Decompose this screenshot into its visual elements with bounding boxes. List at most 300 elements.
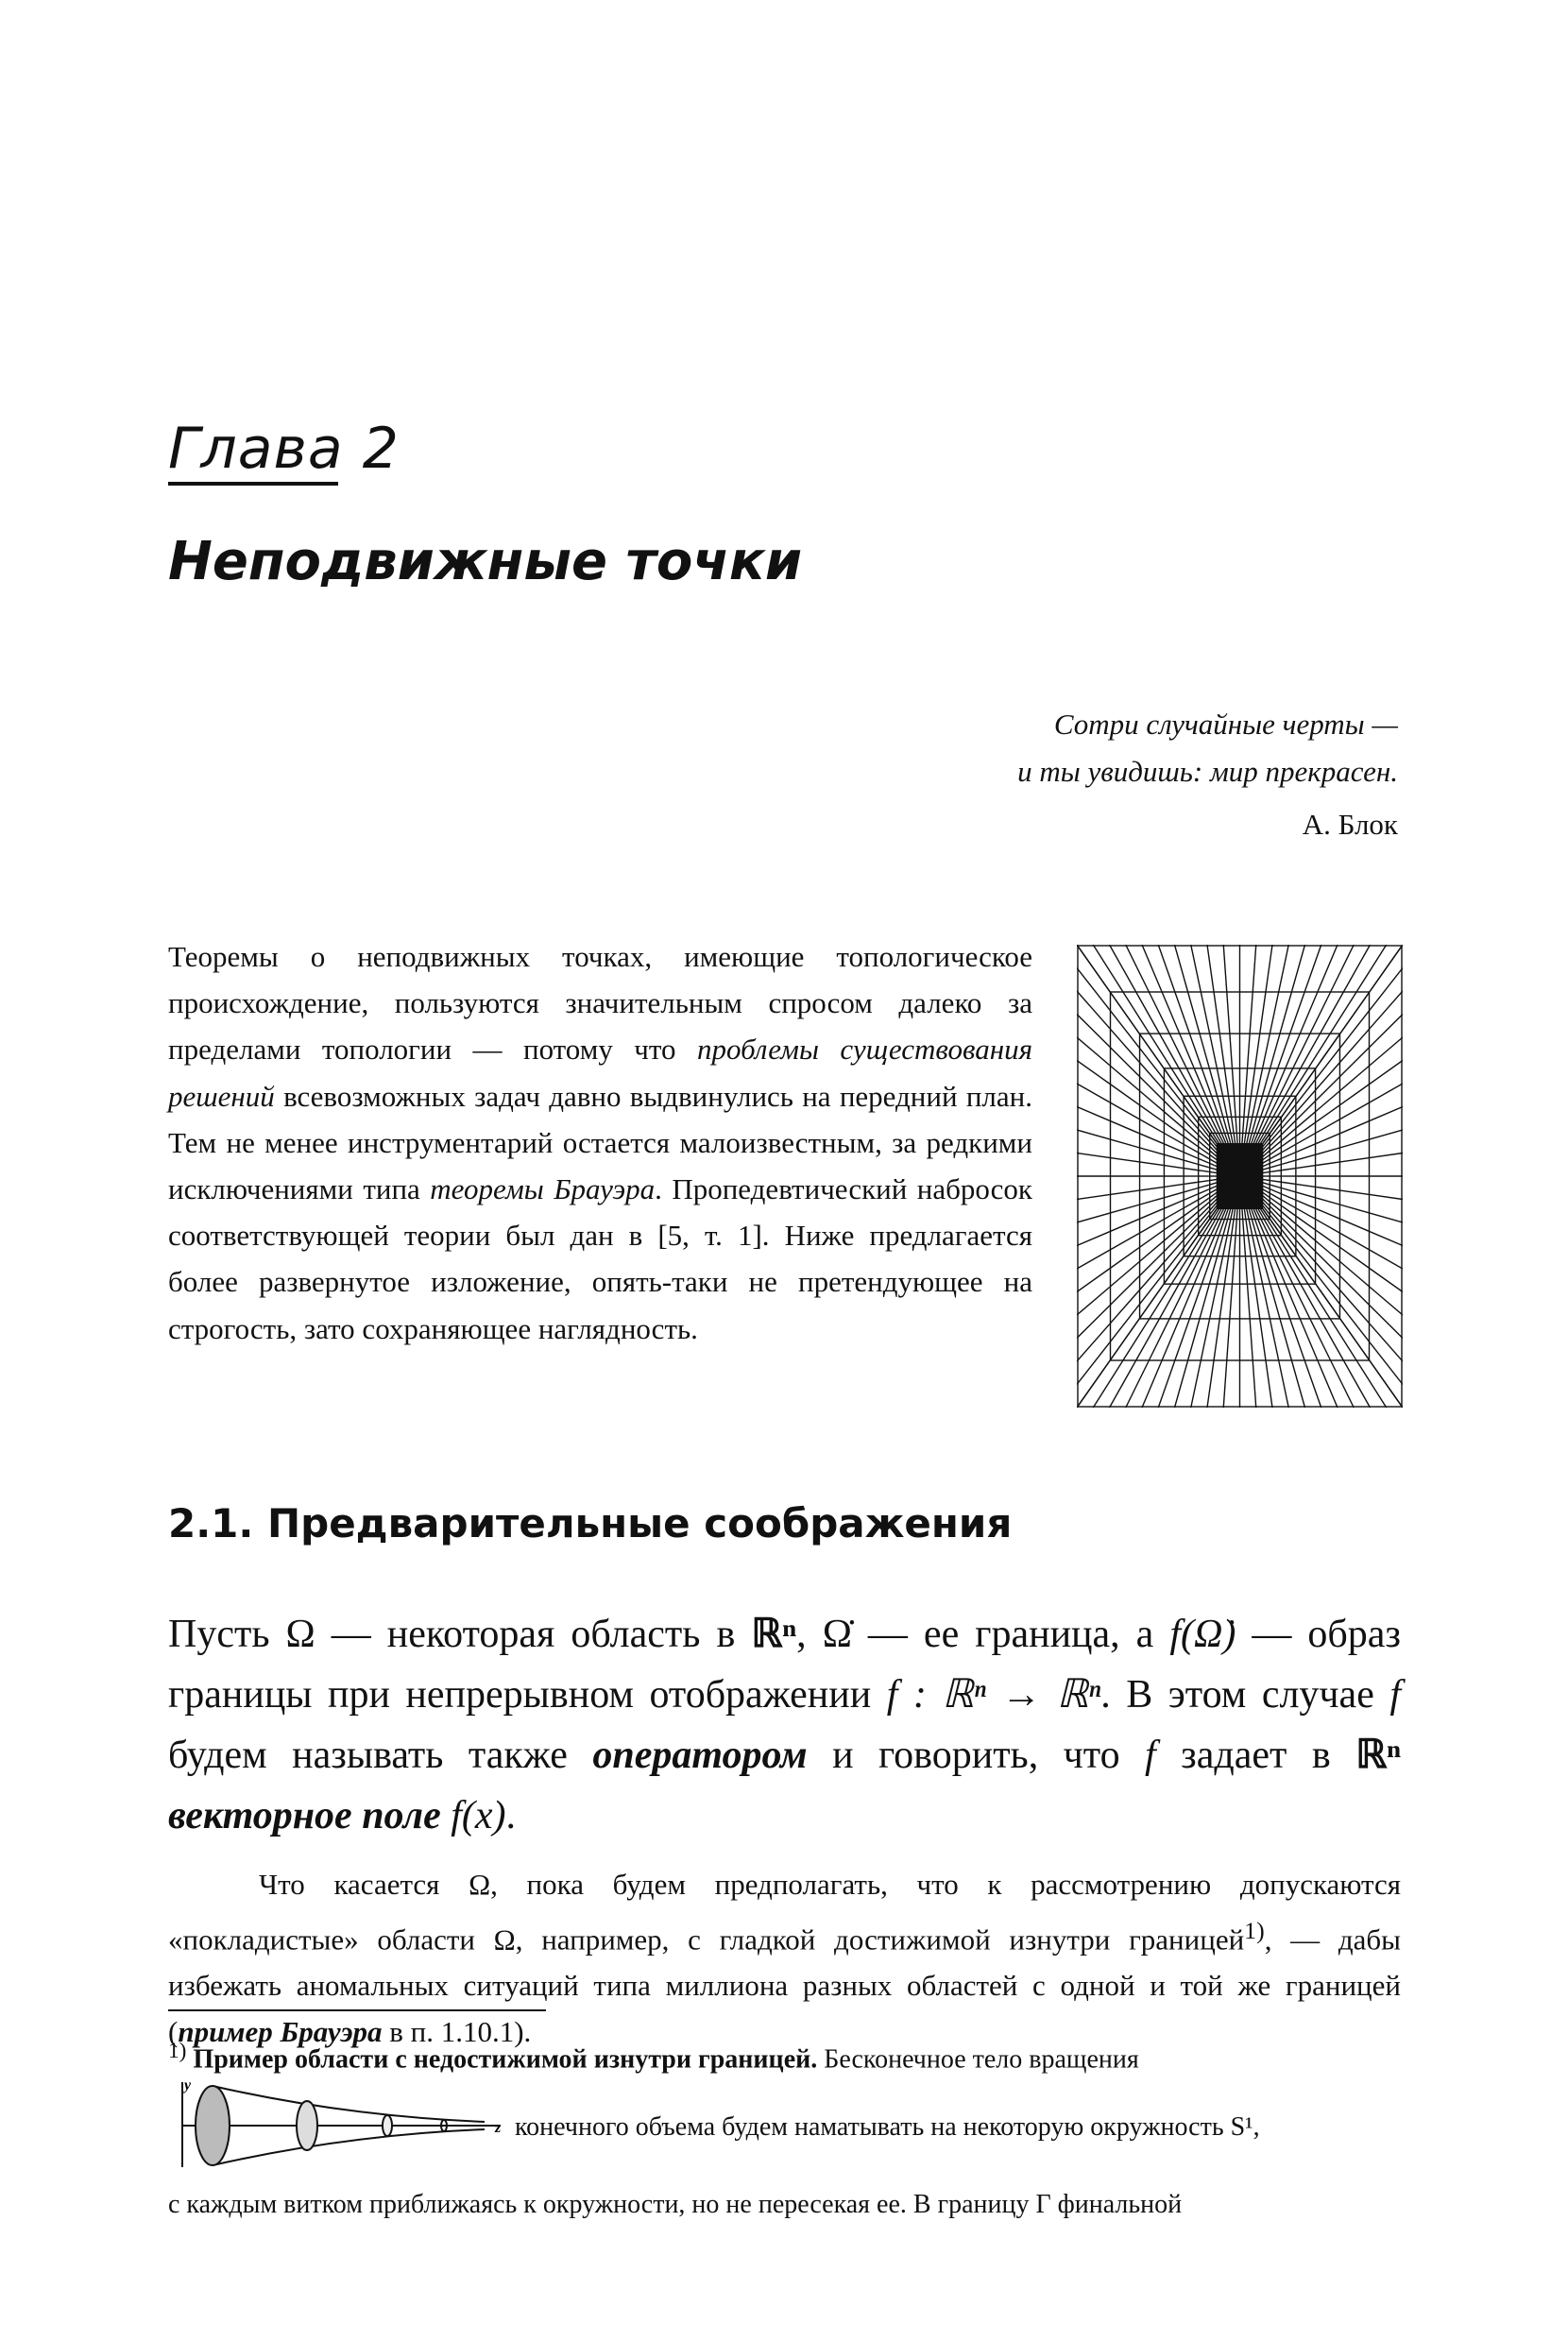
figure-hatch-line	[1344, 945, 1371, 991]
figure-hatch-line	[1282, 1219, 1297, 1233]
figure-hatch-line	[1194, 1068, 1205, 1095]
epigraph-author: А. Блок	[1302, 808, 1398, 841]
lead-text	[441, 1794, 452, 1837]
figure-hatch-line	[1249, 1116, 1253, 1132]
figure-hatch-line	[1340, 1220, 1370, 1232]
figure-hatch-line	[1110, 1306, 1139, 1343]
figure-hatch-line	[1163, 1233, 1183, 1253]
footnote-line: с каждым витком приближаясь к окружности, но не пересекая ее. В границу Г финальной	[168, 2190, 1183, 2219]
figure-hatch-line	[1252, 1068, 1255, 1095]
figure-hatch-line	[1340, 1234, 1370, 1251]
figure-hatch-line	[1183, 1152, 1198, 1158]
footnote-reference[interactable]: 1)	[1244, 1917, 1265, 1944]
figure-hatch-line	[1317, 1148, 1341, 1154]
figure-hatch-line	[1258, 1221, 1265, 1237]
figure-hatch-line	[1371, 945, 1404, 991]
figure-hatch-line	[1270, 1164, 1282, 1167]
figure-hatch-line	[1219, 1033, 1224, 1068]
figure-hatch-line	[1198, 1185, 1209, 1188]
figure-hatch-line	[1234, 1132, 1236, 1143]
figure-hatch-line	[1371, 1324, 1404, 1361]
figure-hatch-line	[1340, 1139, 1370, 1148]
figure-hatch-line	[1198, 1181, 1209, 1183]
figure-hatch-line	[1209, 1033, 1217, 1068]
figure-hatch-line	[1301, 1033, 1321, 1068]
figure-hatch-line	[1317, 1188, 1341, 1191]
figure-hatch-line	[1200, 1095, 1210, 1116]
figure-hatch-line	[1077, 1232, 1110, 1246]
math-f-omega: f(Ω̇)	[1169, 1613, 1236, 1656]
figure-hatch-line	[1236, 1208, 1237, 1220]
figure-hatch-line	[1183, 1160, 1198, 1164]
figure-hatch-line	[1321, 991, 1344, 1033]
figure-hatch-line	[1253, 1361, 1255, 1408]
figure-hatch-line	[1297, 1233, 1317, 1253]
figure-hatch-line	[1139, 1148, 1164, 1154]
figure-hatch-line	[1163, 1224, 1183, 1241]
figure-hatch-line	[1270, 1181, 1282, 1183]
intro-emphasis: теоремы Брауэра	[430, 1172, 656, 1206]
figure-hatch-line	[1282, 1212, 1297, 1224]
axis-label-z: z	[495, 2120, 502, 2136]
figure-hatch-line	[1258, 1116, 1265, 1132]
body-text: в п. 1.10.1).	[382, 2015, 532, 2049]
figure-hatch-line	[1232, 1068, 1234, 1095]
figure-hatch-line	[1110, 1361, 1136, 1408]
figure-hatch-line	[1159, 1285, 1179, 1320]
figure-hatch-line	[1183, 1128, 1198, 1140]
figure-hatch-line	[1214, 991, 1219, 1033]
lead-text: — ее граница, а	[851, 1613, 1170, 1656]
figure-hatch-line	[1292, 945, 1305, 991]
figure-hatch-line	[1297, 1154, 1317, 1160]
figure-hatch-line	[1200, 1033, 1209, 1068]
figure-hatch-line	[1250, 1320, 1253, 1361]
figure-hatch-line	[1187, 1320, 1199, 1361]
figure-hatch-line	[1222, 1095, 1227, 1116]
cross-section-ellipse	[383, 2115, 392, 2136]
figure-hatch-line	[1331, 1320, 1357, 1361]
chapter-underline	[168, 482, 338, 486]
figure-hatch-line	[1248, 1095, 1251, 1116]
cross-section-ellipse	[196, 2086, 230, 2165]
figure-hatch-line	[1223, 1361, 1226, 1408]
figure-hatch-line	[1266, 1361, 1272, 1408]
footnote-line: конечного объема будем наматывать на некоторую окружность S¹,	[515, 2112, 1260, 2142]
figure-hatch-line	[1215, 1116, 1221, 1132]
figure-hatch-line	[1340, 1010, 1370, 1048]
figure-hatch-line	[1139, 1198, 1164, 1205]
figure-hatch-line	[1169, 1285, 1186, 1320]
figure-hatch-line	[1371, 1061, 1404, 1085]
figure-hatch-line	[1293, 1285, 1310, 1320]
figure-hatch-line	[1135, 1320, 1159, 1361]
figure-hatch-line	[1310, 1320, 1331, 1361]
figure-hatch-line	[1293, 1033, 1310, 1068]
lead-text: . В этом случае	[1100, 1673, 1390, 1717]
figure-hatch-line	[1194, 1257, 1205, 1285]
figure-hatch-line	[1139, 1209, 1164, 1220]
figure-hatch-line	[1227, 991, 1230, 1033]
figure-hatch-line	[1280, 991, 1291, 1033]
figure-hatch-line	[1198, 1170, 1209, 1172]
figure-hatch-line	[1110, 1190, 1139, 1194]
figure-hatch-line	[1246, 1068, 1248, 1095]
body-text: Что касается Ω, пока будем предполагать, что к рассмотрению допускаются «покладистые» области Ω, например, с гладкой достижимой изнутри границей	[168, 1868, 1401, 1957]
figure-hatch-line	[1191, 945, 1201, 991]
figure-hatch-line	[1207, 945, 1214, 991]
figure-hatch-line	[1253, 1237, 1257, 1257]
figure-hatch-line	[1297, 1201, 1317, 1209]
figure-hatch-line	[1232, 1257, 1234, 1285]
figure-hatch-line	[1122, 1320, 1149, 1361]
figure-hatch-line	[1077, 1342, 1110, 1384]
figure-hatch-line	[1228, 1237, 1231, 1257]
figure-hatch-line	[1236, 1132, 1237, 1143]
axis-label-y: y	[184, 2078, 192, 2093]
figure-hatch-line	[1371, 1107, 1404, 1121]
lead-text: Пусть	[168, 1613, 286, 1656]
figure-hatch-line	[1371, 1232, 1404, 1246]
figure-hatch-line	[1183, 1219, 1198, 1233]
body-emphasis: пример Брауэра	[178, 2015, 383, 2049]
footnote-heading: Пример области с недостижимой изнутри границей.	[193, 2044, 818, 2075]
figure-hatch-line	[1222, 1237, 1227, 1257]
figure-hatch-line	[1110, 1120, 1139, 1133]
figure-hatch-line	[1297, 1192, 1317, 1198]
figure-hatch-line	[1110, 1234, 1139, 1251]
figure-hatch-line	[1077, 1153, 1110, 1158]
figure-hatch-line	[1219, 1285, 1224, 1320]
figure-hatch-line	[1260, 1320, 1266, 1361]
figure-hatch-line	[1244, 1095, 1246, 1116]
figure-hatch-line	[1317, 1263, 1341, 1290]
figure-hatch-line	[1255, 1285, 1260, 1320]
figure-hatch-line	[1139, 1119, 1164, 1133]
figure-hatch-line	[1209, 1285, 1217, 1320]
figure-hatch-line	[1340, 1276, 1370, 1306]
figure-hatch-line	[1297, 1100, 1317, 1119]
figure-hatch-line	[1297, 1143, 1317, 1152]
figure-hatch-line	[1255, 1033, 1260, 1068]
figure-hatch-line	[1317, 1119, 1341, 1133]
figure-hatch-line	[1357, 1361, 1387, 1408]
figure-hatch-line	[1183, 1194, 1198, 1201]
body-paragraph	[168, 1861, 1401, 2055]
body-of-revolution-figure	[175, 2078, 510, 2173]
figure-hatch-line	[1317, 1061, 1341, 1088]
lead-text: — образ границы при непрерывном отображении	[168, 1613, 1401, 1717]
figure-hatch-line	[1371, 1130, 1404, 1139]
figure-hatch-line	[1246, 1257, 1248, 1285]
figure-hatch-line	[1331, 991, 1357, 1033]
lead-emphasis: векторное поле	[168, 1794, 441, 1837]
figure-hatch-line	[1274, 1068, 1286, 1095]
figure-hatch-line	[1077, 1084, 1110, 1102]
figure-hatch-line	[1270, 1158, 1282, 1163]
figure-hatch-line	[1248, 1033, 1251, 1068]
figure-hatch-line	[1243, 1221, 1244, 1237]
figure-hatch-line	[1246, 1116, 1248, 1132]
chapter-label: Глава 2	[168, 416, 400, 482]
figure-hatch-line	[1163, 1111, 1183, 1128]
figure-hatch-line	[1077, 945, 1110, 991]
figure-hatch-line	[1232, 1116, 1234, 1132]
figure-hatch-line	[1371, 968, 1404, 1010]
lead-text: ,	[796, 1613, 823, 1656]
figure-hatch-line	[1317, 1162, 1341, 1166]
figure-hatch-line	[1077, 1130, 1110, 1139]
figure-hatch-line	[1340, 1190, 1370, 1194]
figure-hatch-line	[1110, 1320, 1139, 1361]
figure-hatch-line	[1371, 1342, 1404, 1384]
figure-hatch-line	[1214, 1320, 1219, 1361]
figure-hatch-line	[1270, 1285, 1280, 1320]
figure-hatch-line	[1223, 945, 1226, 991]
figure-hatch-line	[1077, 1361, 1110, 1408]
figure-hatch-line	[1263, 1033, 1270, 1068]
figure-hatch-line	[1201, 1320, 1209, 1361]
figure-hatch-line	[1224, 1257, 1228, 1285]
figure-hatch-line	[1297, 1185, 1317, 1188]
figure-hatch-line	[1093, 1361, 1122, 1408]
figure-hatch-line	[1282, 1188, 1297, 1192]
figure-hatch-line	[1270, 1237, 1280, 1257]
figure-hatch-line	[1159, 1033, 1179, 1068]
math-fx: f(x)	[451, 1794, 506, 1837]
figure-hatch-line	[1169, 1033, 1186, 1068]
lead-text: — некоторая область в	[315, 1613, 752, 1656]
figure-hatch-line	[1282, 1152, 1297, 1158]
figure-hatch-line	[1163, 1100, 1183, 1119]
figure-hatch-line	[1234, 1208, 1236, 1220]
intro-text: всевозможных задач давно выдвинулись на передний план. Тем не менее инструментарий остается малоизвестным, за редкими исключениями типа	[168, 1079, 1032, 1206]
figure-hatch-line	[1279, 1361, 1288, 1408]
figure-hatch-line	[1371, 1195, 1404, 1200]
figure-hatch-line	[1371, 1361, 1404, 1408]
intro-emphasis: проблемы существования решений	[168, 1033, 1032, 1113]
figure-hatch-line	[1282, 1168, 1297, 1170]
figure-hatch-line	[1301, 1285, 1321, 1320]
figure-hatch-line	[1253, 1095, 1257, 1116]
figure-hatch-line	[1250, 991, 1253, 1033]
figure-hatch-line	[1207, 1361, 1214, 1408]
figure-hatch-line	[1357, 945, 1387, 991]
epigraph-line: Сотри случайные черты —	[1053, 708, 1398, 741]
figure-hatch-line	[1110, 1220, 1139, 1232]
figure-hatch-line	[1257, 1257, 1263, 1285]
figure-hatch-line	[1270, 1185, 1282, 1188]
epigraph-line: и ты увидишь: мир прекрасен.	[1017, 755, 1398, 788]
epigraph	[680, 701, 1398, 795]
intro-paragraph	[168, 933, 1032, 1352]
figure-hatch-line	[1163, 1192, 1183, 1198]
figure-hatch-line	[1186, 1068, 1200, 1095]
figure-hatch-line	[1201, 991, 1209, 1033]
figure-hatch-line	[1215, 1221, 1221, 1237]
figure-hatch-line	[1280, 1320, 1291, 1361]
figure-hatch-line	[1274, 1257, 1286, 1285]
figure-hatch-line	[1297, 1111, 1317, 1128]
figure-hatch-line	[1110, 1028, 1139, 1061]
figure-hatch-line	[1244, 1132, 1246, 1143]
figure-hatch-line	[1163, 1185, 1183, 1188]
figure-hatch-line	[1175, 1361, 1188, 1408]
footnote-mark: 1)	[168, 2039, 187, 2063]
figure-hatch-line	[1077, 1195, 1110, 1200]
figure-hatch-line	[1248, 1285, 1251, 1320]
figure-hatch-line	[1260, 991, 1266, 1033]
figure-hatch-line	[1249, 1221, 1253, 1237]
math-f: f	[1145, 1734, 1156, 1777]
figure-hatch-line	[1217, 1257, 1222, 1285]
figure-hatch-line	[1371, 1153, 1404, 1158]
figure-hatch-line	[1139, 1188, 1164, 1191]
figure-hatch-line	[1234, 1095, 1236, 1116]
figure-hatch-line	[1282, 1194, 1297, 1201]
figure-hatch-line	[1186, 1257, 1200, 1285]
figure-hatch-line	[1183, 1182, 1198, 1184]
figure-hatch-line	[1227, 1221, 1231, 1237]
figure-hatch-line	[1282, 1119, 1297, 1134]
figure-hatch-line	[1077, 1324, 1110, 1361]
figure-hatch-line	[1371, 1213, 1404, 1222]
figure-hatch-line	[1317, 1253, 1341, 1277]
figure-hatch-line	[1253, 945, 1255, 991]
figure-hatch-line	[1266, 945, 1272, 991]
figure-hatch-line	[1093, 945, 1122, 991]
figure-hatch-line	[1163, 1201, 1183, 1209]
figure-hatch-line	[1280, 1257, 1293, 1285]
figure-hatch-line	[1270, 1140, 1282, 1150]
figure-hatch-line	[1232, 1221, 1234, 1237]
figure-hatch-line	[1282, 1160, 1297, 1164]
figure-hatch-line	[1230, 1285, 1233, 1320]
figure-hatch-line	[1110, 1205, 1139, 1213]
figure-hatch-line	[1077, 991, 1110, 1028]
lead-emphasis: оператором	[592, 1734, 808, 1777]
figure-hatch-line	[1263, 1285, 1270, 1320]
figure-hatch-line	[1200, 1285, 1209, 1320]
figure-hatch-line	[1270, 1203, 1282, 1212]
figure-hatch-line	[1163, 1143, 1183, 1152]
figure-hatch-line	[1110, 1139, 1139, 1148]
figure-hatch-line	[1246, 1221, 1248, 1237]
figure-hatch-line	[1270, 1320, 1279, 1361]
figure-hatch-line	[1297, 1165, 1317, 1168]
figure-hatch-line	[1340, 1291, 1370, 1324]
figure-hatch-line	[1198, 1189, 1209, 1194]
figure-center-fill	[1217, 1144, 1262, 1209]
figure-hatch-line	[1110, 945, 1136, 991]
figure-hatch-line	[1228, 1095, 1231, 1116]
figure-hatch-line	[1158, 1361, 1174, 1408]
figure-hatch-line	[1077, 1107, 1110, 1121]
figure-hatch-line	[1242, 1208, 1243, 1220]
figure-hatch-line	[1371, 991, 1404, 1028]
figure-hatch-line	[1077, 1061, 1110, 1085]
figure-hatch-line	[1252, 1257, 1255, 1285]
figure-hatch-line	[1163, 1165, 1183, 1168]
figure-hatch-line	[1110, 1157, 1139, 1161]
figure-hatch-line	[1198, 1158, 1209, 1163]
figure-hatch-line	[1163, 1154, 1183, 1160]
figure-hatch-line	[1110, 1276, 1139, 1306]
figure-hatch-line	[1371, 1250, 1404, 1269]
figure-hatch-line	[1200, 1237, 1210, 1257]
figure-hatch-line	[1183, 1212, 1198, 1224]
figure-hatch-line	[1191, 1361, 1201, 1408]
figure-hatch-line	[1297, 1224, 1317, 1241]
figure-hatch-line	[1110, 1010, 1139, 1048]
figure-hatch-line	[1282, 1182, 1297, 1184]
figure-hatch-line	[1270, 1033, 1280, 1068]
figure-hatch-line	[1279, 945, 1288, 991]
figure-hatch-line	[1135, 991, 1159, 1033]
figure-hatch-line	[1217, 1068, 1222, 1095]
math-map: f : ℝⁿ → ℝⁿ	[886, 1673, 1101, 1717]
figure-hatch-line	[1139, 1220, 1164, 1234]
figure-hatch-line	[1183, 1188, 1198, 1192]
figure-hatch-line	[1242, 1132, 1243, 1143]
figure-hatch-line	[1248, 1237, 1251, 1257]
figure-hatch-line	[1139, 1162, 1164, 1166]
figure-hatch-line	[1077, 968, 1110, 1010]
figure-hatch-line	[1139, 1253, 1164, 1277]
math-omega-dot: Ω̇	[822, 1613, 852, 1656]
figure-hatch-line	[1183, 1119, 1198, 1134]
figure-hatch-line	[1340, 1157, 1370, 1161]
figure-hatch-line	[1371, 1269, 1404, 1292]
body-text: , — дабы избежать аномальных ситуаций типа миллиона разных областей с одной и той же границей (	[168, 1922, 1401, 2049]
figure-hatch-line	[1077, 1250, 1110, 1269]
figure-hatch-line	[1257, 1068, 1263, 1095]
lead-paragraph	[168, 1604, 1401, 1846]
figure-hatch-line	[1110, 1047, 1139, 1076]
figure-hatch-line	[1317, 1198, 1341, 1205]
footnote-line	[168, 2039, 1401, 2075]
figure-hatch-line	[1198, 1164, 1209, 1167]
math-omega: Ω	[285, 1613, 315, 1656]
figure-hatch-line	[1230, 1033, 1233, 1068]
figure-hatch-line	[1317, 1209, 1341, 1220]
figure-hatch-line	[1340, 1320, 1370, 1361]
figure-hatch-line	[1110, 1102, 1139, 1119]
figure-hatch-line	[1317, 1133, 1341, 1143]
figure-hatch-line	[1340, 1306, 1370, 1343]
figure-hatch-line	[1077, 1213, 1110, 1222]
figure-hatch-line	[1139, 1263, 1164, 1290]
footnote-text: Бесконечное тело вращения	[817, 2044, 1139, 2075]
figure-hatch-line	[1110, 1291, 1139, 1324]
footnote-separator	[168, 2009, 546, 2011]
figure-hatch-line	[1231, 1132, 1234, 1143]
figure-hatch-line	[1110, 991, 1139, 1033]
math-rn: ℝⁿ	[751, 1613, 797, 1656]
figure-hatch-line	[1270, 991, 1279, 1033]
figure-hatch-line	[1317, 1076, 1341, 1101]
figure-hatch-line	[1077, 1269, 1110, 1292]
lead-text: .	[505, 1794, 517, 1837]
nested-rectangles-figure	[1077, 945, 1403, 1408]
figure-hatch-line	[1149, 991, 1169, 1033]
section-heading: 2.1. Предварительные соображения	[168, 1500, 1013, 1546]
chapter-title: Неподвижные точки	[168, 531, 803, 592]
lead-text: и говорить, что	[807, 1734, 1146, 1777]
figure-hatch-line	[1340, 1205, 1370, 1213]
figure-hatch-line	[1122, 991, 1149, 1033]
figure-hatch-line	[1270, 1170, 1282, 1172]
